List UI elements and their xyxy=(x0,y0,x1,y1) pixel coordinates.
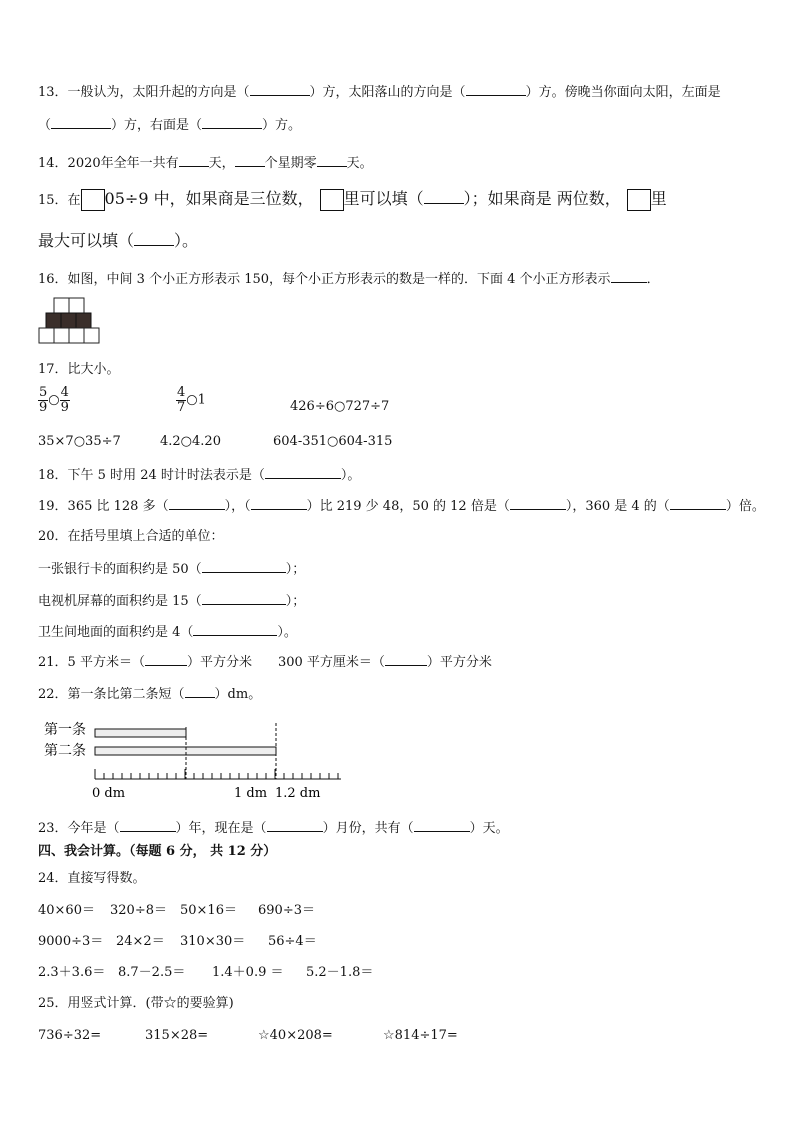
fraction xyxy=(176,386,186,415)
answer-blank[interactable] xyxy=(611,269,647,283)
vertical-calc-item: 315×28= xyxy=(145,1028,209,1043)
q15-text-3: 里可以填（ xyxy=(343,189,424,208)
answer-blank[interactable] xyxy=(120,818,176,832)
question-17-title: 17．比大小。 xyxy=(38,362,120,377)
q13-text-5: ）方，右面是（ xyxy=(111,118,203,133)
q20-a-end: ）； xyxy=(285,562,306,577)
q21-text-2: ）平方分米 xyxy=(186,655,252,670)
answer-blank[interactable] xyxy=(134,229,174,246)
q14-text-1: 14．2020年全年一共有 xyxy=(38,156,179,171)
q14-text-2: 天， xyxy=(208,156,235,171)
answer-blank[interactable] xyxy=(670,496,726,510)
q14-text-3: 个星期零 xyxy=(264,156,317,171)
q13-text-4: （ xyxy=(38,118,52,133)
question-14 xyxy=(38,153,373,173)
q15-text-7: ）。 xyxy=(174,231,199,250)
digit-box[interactable] xyxy=(627,189,651,211)
answer-blank[interactable] xyxy=(193,622,277,636)
numerator: 4 xyxy=(177,385,186,400)
q20-c-text: 卫生间地面的面积约是 4（ xyxy=(38,625,194,640)
section-heading: 四、我会计算。（每题 6 分， 共 12 分） xyxy=(38,844,277,859)
vertical-calc-item: 736÷32= xyxy=(38,1028,102,1043)
question-15-line1 xyxy=(38,187,667,212)
question-20-b xyxy=(38,591,305,611)
q14-text-4: 天。 xyxy=(346,156,373,171)
q22-text-1: 22．第一条比第二条短（ xyxy=(38,687,185,702)
bar-label-1: 第一条 xyxy=(44,722,86,738)
answer-blank[interactable] xyxy=(414,818,470,832)
tick-label-0: 0 dm xyxy=(92,786,126,801)
calc-item: 2.3＋3.6＝ xyxy=(38,965,106,980)
q23-text-4: ）天。 xyxy=(469,821,509,836)
answer-blank[interactable] xyxy=(235,153,265,167)
denominator: 9 xyxy=(39,400,48,415)
vertical-calc-item: ☆814÷17= xyxy=(383,1028,458,1043)
question-20-title: 20．在括号里填上合适的单位： xyxy=(38,529,224,544)
calc-item: 56÷4＝ xyxy=(268,934,317,949)
q22-text-2: ）dm。 xyxy=(214,687,262,702)
compare-fractions-1 xyxy=(38,386,70,415)
answer-blank[interactable] xyxy=(267,818,323,832)
q15-text-2: 05÷9 中，如果商是三位数， xyxy=(104,189,314,208)
q21-text-1: 21．5 平方米＝（ xyxy=(38,655,145,670)
answer-blank[interactable] xyxy=(179,153,209,167)
answer-blank[interactable] xyxy=(424,187,464,204)
answer-blank[interactable] xyxy=(251,496,307,510)
q19-text-2: ），（ xyxy=(224,499,251,514)
bottom-square xyxy=(39,328,54,343)
answer-blank[interactable] xyxy=(51,115,111,129)
answer-blank[interactable] xyxy=(145,652,187,666)
calc-item: 5.2－1.8＝ xyxy=(306,965,374,980)
q13-text-2: ）方，太阳落山的方向是（ xyxy=(309,85,466,100)
q21-text-4: ）平方分米 xyxy=(426,655,492,670)
q18-text-1: 18．下午 5 时用 24 时计时法表示是（ xyxy=(38,468,265,483)
q20-c-end: ）。 xyxy=(277,625,297,640)
fraction xyxy=(60,386,70,415)
calc-item: 40×60＝ xyxy=(38,903,95,918)
question-21 xyxy=(38,652,492,672)
q20-a-text: 一张银行卡的面积约是 50（ xyxy=(38,562,202,577)
bottom-square xyxy=(69,328,84,343)
bottom-square xyxy=(84,328,99,343)
middle-square xyxy=(46,313,61,328)
fraction xyxy=(38,386,48,415)
answer-blank[interactable] xyxy=(510,496,566,510)
denominator: 9 xyxy=(60,400,69,415)
bottom-square xyxy=(54,328,69,343)
question-13-line2 xyxy=(38,115,301,135)
answer-blank[interactable] xyxy=(466,82,526,96)
calc-item: 320÷8＝ xyxy=(110,903,167,918)
q18-text-2: ）。 xyxy=(340,468,361,483)
q19-text-5: ）倍。 xyxy=(725,499,765,514)
q23-text-2: ）年，现在是（ xyxy=(175,821,267,836)
answer-blank[interactable] xyxy=(202,559,286,573)
vertical-calc-item: ☆40×208= xyxy=(258,1028,333,1043)
calc-item: 24×2＝ xyxy=(116,934,165,949)
q16-end: ． xyxy=(646,272,660,287)
ruler-ticks xyxy=(95,769,338,779)
middle-square xyxy=(76,313,91,328)
top-square xyxy=(69,298,84,313)
compare-expression: ○1 xyxy=(186,392,206,408)
compare-expression-5: 4.2○4.20 xyxy=(160,434,221,449)
q15-text-5: 里 xyxy=(650,189,667,208)
q15-text-6: 最大可以填（ xyxy=(38,231,135,250)
squares-figure xyxy=(38,297,102,349)
answer-blank[interactable] xyxy=(169,496,225,510)
compare-expression-6: 604-351○604-315 xyxy=(273,434,393,449)
question-23 xyxy=(38,818,509,838)
compare-expression-3: 426÷6○727÷7 xyxy=(290,399,390,414)
calc-item: 9000÷3＝ xyxy=(38,934,104,949)
question-22 xyxy=(38,684,261,704)
q19-text-1: 19．365 比 128 多（ xyxy=(38,499,169,514)
bar-first xyxy=(95,729,186,737)
question-16 xyxy=(38,269,660,289)
question-25-title: 25．用竖式计算．(带☆的要验算) xyxy=(38,996,234,1011)
numerator: 4 xyxy=(60,385,69,400)
question-15-line2 xyxy=(38,229,198,252)
digit-box[interactable] xyxy=(320,189,344,211)
top-square xyxy=(54,298,69,313)
answer-blank[interactable] xyxy=(202,115,262,129)
question-13-line1 xyxy=(38,82,721,102)
calc-item: 8.7－2.5＝ xyxy=(118,965,186,980)
q13-text-6: ）方。 xyxy=(262,118,302,133)
calc-item: 50×16＝ xyxy=(180,903,237,918)
q15-text-4: ）；如果商是 两位数， xyxy=(463,189,621,208)
calc-item: 1.4＋0.9 ＝ xyxy=(212,965,284,980)
tick-label-1: 1 dm xyxy=(234,786,268,801)
digit-box[interactable] xyxy=(81,189,105,211)
q21-text-3: 300 平方厘米＝（ xyxy=(277,655,385,670)
q19-text-4: ），360 是 4 的（ xyxy=(565,499,670,514)
answer-blank[interactable] xyxy=(265,465,341,479)
q15-text-1: 15．在 xyxy=(38,193,81,208)
q13-text-1: 13．一般认为，太阳升起的方向是（ xyxy=(38,85,250,100)
tick-label-1-2: 1.2 dm xyxy=(275,786,321,801)
middle-square xyxy=(61,313,76,328)
answer-blank[interactable] xyxy=(202,591,286,605)
q23-text-1: 23．今年是（ xyxy=(38,821,120,836)
answer-blank[interactable] xyxy=(317,153,347,167)
q13-text-3: ）方。傍晚当你面向太阳，左面是 xyxy=(525,85,721,100)
denominator: 7 xyxy=(177,400,186,415)
q19-text-3: ）比 219 少 48，50 的 12 倍是（ xyxy=(306,499,510,514)
bar-label-2: 第二条 xyxy=(44,743,86,759)
question-24-title: 24．直接写得数。 xyxy=(38,871,146,886)
q23-text-3: ）月份，共有（ xyxy=(322,821,414,836)
answer-blank[interactable] xyxy=(385,652,427,666)
answer-blank[interactable] xyxy=(250,82,310,96)
question-20-c xyxy=(38,622,297,642)
compare-fraction-2 xyxy=(176,386,206,415)
q16-text: 16．如图，中间 3 个小正方形表示 150，每个小正方形表示的数是一样的．下面 4 个小正方形表示 xyxy=(38,272,611,287)
compare-circle[interactable]: ○ xyxy=(48,392,60,408)
q20-b-end: ）； xyxy=(285,594,306,609)
question-19 xyxy=(38,496,765,516)
compare-expression-4: 35×7○35÷7 xyxy=(38,434,121,449)
question-20-a xyxy=(38,559,305,579)
calc-item: 690÷3＝ xyxy=(258,903,315,918)
question-18 xyxy=(38,465,360,485)
q20-b-text: 电视机屏幕的面积约是 15（ xyxy=(38,594,202,609)
calc-item: 310×30＝ xyxy=(180,934,246,949)
numerator: 5 xyxy=(39,385,48,400)
answer-blank[interactable] xyxy=(185,684,215,698)
ruler-figure xyxy=(38,715,358,805)
